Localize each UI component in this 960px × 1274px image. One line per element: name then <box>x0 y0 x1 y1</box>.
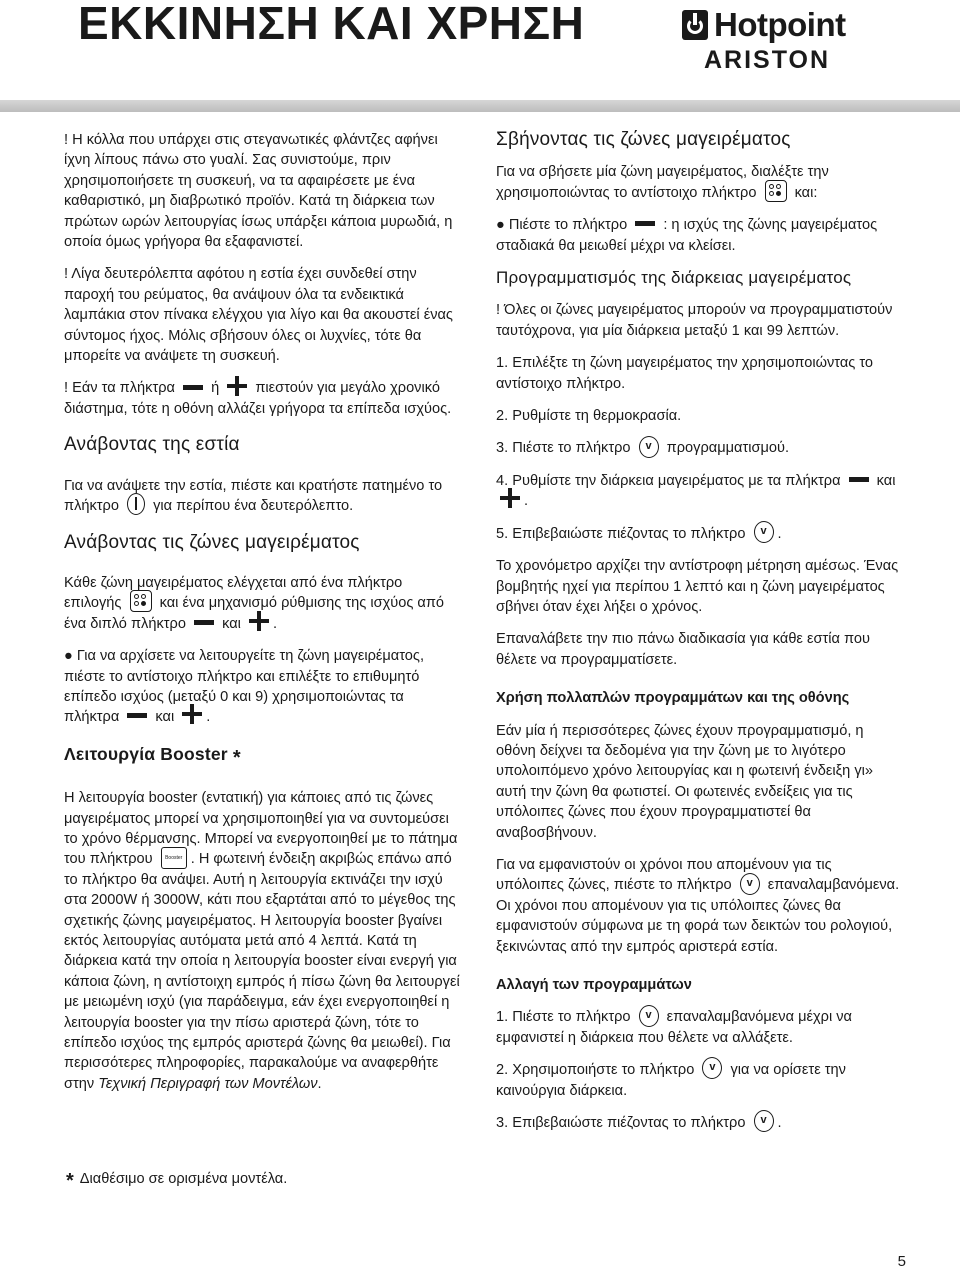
plus-key-icon <box>182 704 202 724</box>
minus-key-icon <box>127 713 147 718</box>
plus-key-icon <box>500 488 520 508</box>
change-step-2: 2. Χρησιμοποιήστε το πλήκτρο v για να ορίσετε την καινούργια διάρκεια. <box>496 1060 902 1101</box>
left-column <box>64 130 462 1106</box>
zone-select-key-icon <box>130 590 152 612</box>
para-repeat: Επαναλάβετε την πιο πάνω διαδικασία για κάθε εστία που θέλετε να προγραμματίσετε. <box>496 631 870 668</box>
step-2: 2. Ρυθμίστε τη θερμοκρασία. <box>496 408 682 425</box>
minus-key-icon <box>194 620 214 625</box>
para-multi-display: Εάν μία ή περισσότερες ζώνες έχουν προγραμματισμό, η οθόνη δείχνει τα δεδομένα για την ζώνη με το λιγότερο υπολοιπόμενο χρόνο λειτουργίας και η φωτεινή ένδειξη γι» αυτή την ζώνη θα φωτιστεί. Οι φωτεινές ενδείξεις για τις υπόλοιπες ζώνες που έχουν προγραμματιστεί θα αναβοσβήνουν. <box>496 722 873 841</box>
timer-v-key-icon: v <box>754 521 774 543</box>
right-column <box>496 130 902 1145</box>
page-title: ΕΚΚΙΝΗΣΗ ΚΑΙ ΧΡΗΣΗ <box>78 0 585 49</box>
section-heading-multi-programs: Χρήση πολλαπλών προγραμμάτων και της οθόνης <box>496 690 850 707</box>
booster-key-icon: Booster <box>161 847 187 869</box>
zone-select-key-icon <box>765 180 787 202</box>
para-booster: Η λειτουργία booster (εντατική) για κάποιες από τις ζώνες μαγειρέματος μπορεί να χρησιμοποιηθεί για να συντομεύσει το χρόνο θέρμανσης. Μπορεί να ενεργοποιηθεί με το πάτημα του πλήκτρου Booster . Η φωτεινή ένδειξη ακριβώς επάνω από το πλήκτρο θα ανάψει. Αυτή η λειτουργία εκτινάζει την ισχύ στα 2000W ή 3000W, κάτι που εξαρτάται από το μέγεθος της σχετικής ζώνης μαγειρέματος. Η λειτουργία booster βγαίνει εκτός λειτουργίας αυτόματα μετά από 4 λεπτά. Κατά τη διάρκεια κατά την οποία η λειτουργία booster είναι ενεργή για κάποια ζώνη, η αντίστοιχη εμπρός ή πίσω ζώνη θα λειτουργεί με μειωμένη ισχύ (για παράδειγμα, εάν έχει ενεργοποιηθεί η λειτουργία booster για την πίσω αριστερά ζώνη, τότε το επίπεδο ισχύος της εμπρός αριστερά ζώνης θα μειωθεί). Για περισσότερες πληροφορίες, παρακαλούμε να αναφερθήτε στην Τεχνική Περιγραφή των Μοντέλων. <box>64 790 460 1092</box>
minus-key-icon <box>183 385 203 390</box>
plus-key-icon <box>227 376 247 396</box>
step-3: 3. Πιέστε το πλήκτρο v προγραμματισμού. <box>496 438 902 458</box>
para-zone-control: Κάθε ζώνη μαγειρέματος ελέγχεται από ένα πλήκτρο επιλογής και ένα μηχανισμό ρύθμισης της ισχύος από ένα διπλό πλήκτρο και . <box>64 574 445 632</box>
minus-key-icon <box>849 477 869 482</box>
hotpoint-logo-icon <box>682 10 708 40</box>
brand-logo <box>682 6 872 86</box>
section-heading-programming: Προγραμματισμός της διάρκειας μαγειρέματος <box>496 268 852 288</box>
para-countdown: Το χρονόμετρο αρχίζει την αντίστροφη μέτρηση αμέσως. Ένας βομβητής ηχεί για περίπου 1 λεπτό και η ζώνη μαγειρέματος σβήνει όταν έχει λήξει ο χρόνος. <box>496 558 899 615</box>
section-heading-light-zones: Ανάβοντας τις ζώνες μαγειρέματος <box>64 531 360 553</box>
para-press-minus: ● Πιέστε το πλήκτρο : η ισχύς της ζώνης μαγειρέματος σταδιακά θα μειωθεί μέχρι να κλείσει. <box>496 217 878 254</box>
step-1: 1. Επιλέξτε τη ζώνη μαγειρέματος την χρησιμοποιώντας το αντίστοιχο πλήκτρο. <box>496 355 874 392</box>
header-divider <box>0 100 960 112</box>
step-4: 4. Ρυθμίστε την διάρκεια μαγειρέματος με τα πλήκτρα και . <box>496 472 896 510</box>
note-hold-keys: ! Εάν τα πλήκτρα ή πιεστούν για μεγάλο χρονικό διάστημα, τότε η οθόνη αλλάζει γρήγορα τα επίπεδα ισχύος. <box>64 378 462 419</box>
brand-name: Hotpoint <box>714 6 846 43</box>
para-switch-off: Για να σβήσετε μία ζώνη μαγειρέματος, διαλέξτε την χρησιμοποιώντας το αντίστοιχο πλήκτρο και: <box>496 164 829 201</box>
footnote: * Διαθέσιμο σε ορισμένα μοντέλα. <box>66 1170 288 1192</box>
asterisk-icon: * <box>66 1170 74 1192</box>
timer-v-key-icon: v <box>702 1057 722 1079</box>
asterisk-icon: * <box>232 746 241 769</box>
change-step-3: 3. Επιβεβαιώστε πιέζοντας το πλήκτρο v . <box>496 1113 902 1133</box>
timer-v-key-icon: v <box>740 873 760 895</box>
timer-v-key-icon: v <box>754 1110 774 1132</box>
page-number: 5 <box>897 1253 906 1270</box>
para-programming-note: ! Όλες οι ζώνες μαγειρέματος μπορούν να προγραμματιστούν ταυτόχρονα, για μία διάρκεια μεταξύ 1 και 99 λεπτών. <box>496 302 893 339</box>
step-5: 5. Επιβεβαιώστε πιέζοντας το πλήκτρο v . <box>496 524 902 544</box>
para-light-hob: Για να ανάψετε την εστία, πιέστε και κρατήστε πατημένο το πλήκτρο για περίπου ένα δευτερόλεπτο. <box>64 477 443 515</box>
para-start-zone: ● Για να αρχίσετε να λειτουργείτε τη ζώνη μαγειρέματος, πιέστε το αντίστοιχο πλήκτρο και επιλέξτε το επιθυμητό επίπεδο ισχύος (μεταξύ 0 και 9) χρησιμοποιώντας τα πλήκτρα και . <box>64 648 425 726</box>
note-first-power: ! Λίγα δευτερόλεπτα αφότου η εστία έχει συνδεθεί στην παροχή του ρεύματος, θα ανάψουν όλα τα ενδεικτικά λαμπάκια στον πίνακα ελέγχου για λίγο και θα ακουστεί ένας σύντομος ήχος. Μόλις σβήσουν όλες οι λυχνίες, τότε θα μπορείτε να ανάψετε τη συσκευή. <box>64 266 453 365</box>
section-heading-booster: Λειτουργία Booster * <box>64 743 241 769</box>
section-heading-switch-off: Σβήνοντας τις ζώνες μαγειρέματος <box>496 129 791 150</box>
para-show-times: Για να εμφανιστούν οι χρόνοι που απομένουν για τις υπόλοιπες ζώνες, πιέστε το πλήκτρο v επαναλαμβανόμενα. Οι χρόνοι που απομένουν για τις υπόλοιπες ζώνες θα εμφανιστούν σύμφωνα με τη φορά των δεικτών του ρολογιού, ξεκινώντας από την εμπρός αριστερά εστία. <box>496 856 900 955</box>
power-key-icon <box>127 493 145 515</box>
change-step-1: 1. Πιέστε το πλήκτρο v επαναλαμβανόμενα μέχρι να εμφανιστεί η διάρκεια που θέλετε να αλλάξετε. <box>496 1007 902 1048</box>
minus-key-icon <box>635 221 655 226</box>
brand-subname: ARISTON <box>704 46 831 74</box>
note-adhesive: ! Η κόλλα που υπάρχει στις στεγανωτικές φλάντζες αφήνει ίχνη λίπους πάνω στο γυαλί. Σας συνιστούμε, πριν χρησιμοποιήσετε τη συσκευή, να τα αφαιρέσετε με ένα καθαριστικό, μη διαβρωτικό προϊόν. Κατά τη διάρκεια των πρώτων ωρών λειτουργίας ίσως υπάρξει κάποια μυρωδιά, η οποία όμως γρήγορα θα εξαφανιστεί. <box>64 132 453 251</box>
plus-key-icon <box>249 611 269 631</box>
timer-v-key-icon: v <box>639 1005 659 1027</box>
section-heading-change-programs: Αλλαγή των προγραμμάτων <box>496 977 692 993</box>
timer-v-key-icon: v <box>639 436 659 458</box>
section-heading-light-hob: Ανάβοντας της εστία <box>64 434 240 456</box>
